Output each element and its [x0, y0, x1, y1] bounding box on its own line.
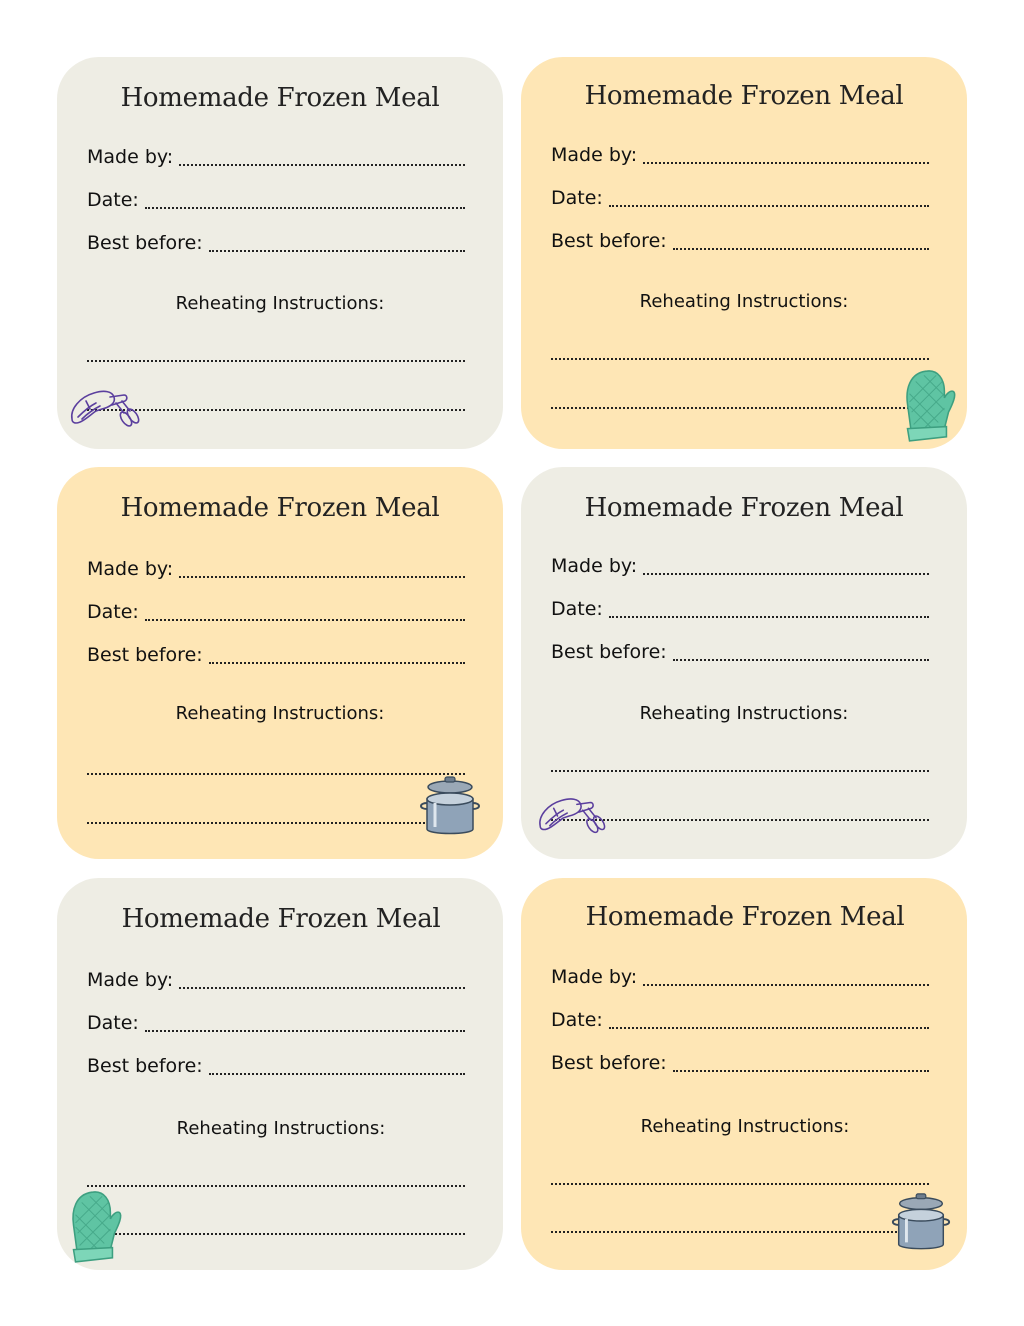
made-by-label: Made by: [551, 555, 638, 577]
label-title: Homemade Frozen Meal [585, 902, 905, 932]
write-line [145, 207, 465, 209]
write-line [609, 205, 929, 207]
write-line [643, 984, 929, 986]
date-label: Date: [87, 601, 139, 623]
reheating-heading: Reheating Instructions: [640, 1116, 850, 1137]
date-label: Date: [551, 598, 603, 620]
best-before-label: Best before: [87, 1055, 203, 1077]
best-before-label: Best before: [87, 232, 203, 254]
date-label: Date: [551, 187, 603, 209]
best-before-label: Best before: [551, 230, 667, 252]
label-title: Homemade Frozen Meal [584, 81, 904, 111]
label-card-2 [521, 57, 967, 449]
date-label: Date: [87, 1012, 139, 1034]
instructions-line-2[interactable] [87, 1233, 465, 1235]
write-line [673, 659, 929, 661]
best-before-field[interactable] [551, 222, 929, 252]
oven-mitt-icon [61, 1184, 127, 1266]
date-field[interactable] [551, 179, 929, 209]
best-before-field[interactable] [551, 1044, 929, 1074]
best-before-field[interactable] [87, 224, 465, 254]
made-by-field[interactable] [87, 138, 465, 168]
instructions-line-1[interactable] [551, 358, 929, 360]
made-by-label: Made by: [551, 144, 638, 166]
made-by-label: Made by: [87, 558, 174, 580]
label-card-5 [57, 878, 503, 1270]
instructions-line-2[interactable] [551, 1231, 929, 1233]
made-by-label: Made by: [551, 966, 638, 988]
label-card-1 [57, 57, 503, 449]
write-line [609, 616, 929, 618]
hand-mixer-icon [533, 787, 613, 845]
date-field[interactable] [87, 181, 465, 211]
write-line [609, 1027, 929, 1029]
instructions-line-1[interactable] [87, 360, 465, 362]
write-line [643, 573, 929, 575]
write-line [179, 987, 465, 989]
made-by-field[interactable] [87, 550, 465, 580]
instructions-line-2[interactable] [87, 822, 465, 824]
date-field[interactable] [87, 593, 465, 623]
reheating-heading: Reheating Instructions: [639, 291, 849, 312]
date-field[interactable] [87, 1004, 465, 1034]
best-before-field[interactable] [87, 1047, 465, 1077]
write-line [145, 619, 465, 621]
hand-mixer-icon [65, 379, 147, 439]
reheating-heading: Reheating Instructions: [639, 703, 849, 724]
label-title: Homemade Frozen Meal [120, 83, 440, 113]
cooking-pot-icon [887, 1190, 955, 1254]
write-line [209, 662, 465, 664]
write-line [673, 1070, 929, 1072]
best-before-label: Best before: [551, 1052, 667, 1074]
label-title: Homemade Frozen Meal [584, 493, 904, 523]
made-by-label: Made by: [87, 969, 174, 991]
write-line [673, 248, 929, 250]
label-card-6 [521, 878, 967, 1270]
instructions-line-1[interactable] [87, 1185, 465, 1187]
best-before-label: Best before: [87, 644, 203, 666]
instructions-line-1[interactable] [551, 1183, 929, 1185]
best-before-field[interactable] [87, 636, 465, 666]
made-by-label: Made by: [87, 146, 174, 168]
cooking-pot-icon [415, 773, 485, 839]
write-line [145, 1030, 465, 1032]
reheating-heading: Reheating Instructions: [175, 293, 385, 314]
date-label: Date: [87, 189, 139, 211]
made-by-field[interactable] [551, 547, 929, 577]
write-line [179, 164, 465, 166]
instructions-line-1[interactable] [551, 770, 929, 772]
write-line [209, 250, 465, 252]
reheating-heading: Reheating Instructions: [176, 1118, 386, 1139]
oven-mitt-icon [895, 363, 961, 445]
label-card-3 [57, 467, 503, 859]
label-title: Homemade Frozen Meal [121, 904, 441, 934]
instructions-line-1[interactable] [87, 773, 465, 775]
label-card-4 [521, 467, 967, 859]
date-field[interactable] [551, 1001, 929, 1031]
best-before-field[interactable] [551, 633, 929, 663]
write-line [209, 1073, 465, 1075]
made-by-field[interactable] [551, 958, 929, 988]
label-title: Homemade Frozen Meal [120, 493, 440, 523]
made-by-field[interactable] [87, 961, 465, 991]
write-line [179, 576, 465, 578]
date-field[interactable] [551, 590, 929, 620]
write-line [643, 162, 929, 164]
reheating-heading: Reheating Instructions: [175, 703, 385, 724]
date-label: Date: [551, 1009, 603, 1031]
instructions-line-2[interactable] [551, 407, 929, 409]
made-by-field[interactable] [551, 136, 929, 166]
best-before-label: Best before: [551, 641, 667, 663]
